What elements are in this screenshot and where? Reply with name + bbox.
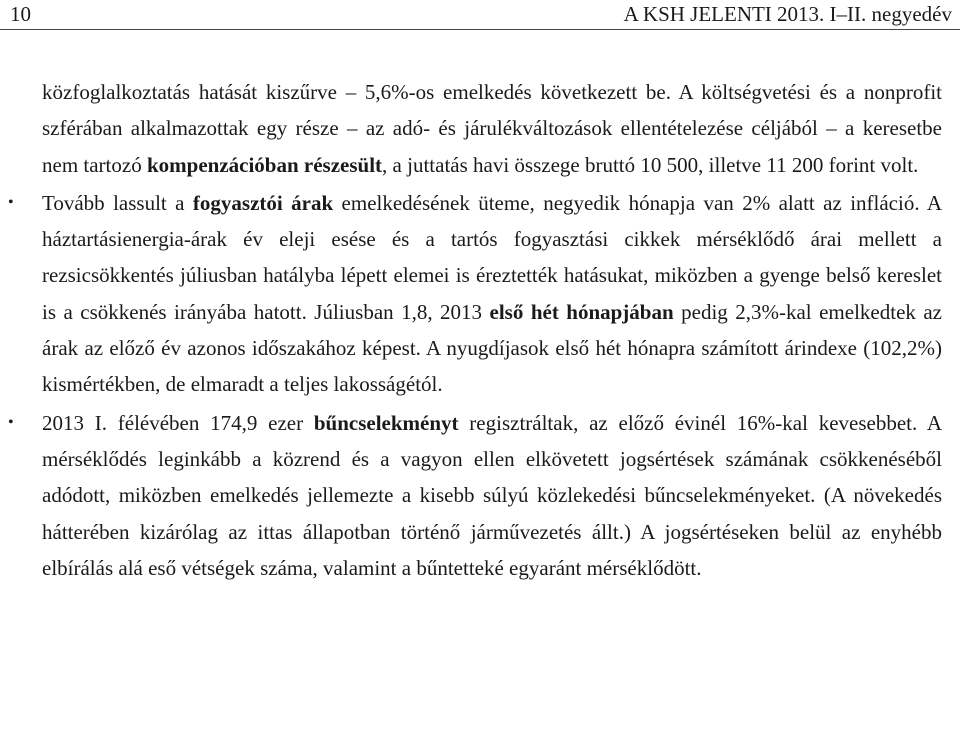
text-segment: emelkedésének üteme, negyedik hónapja van 2% alatt az infláció. A háztartásienergia-árak év eleji esése és a tartós fogyasztási cikkek mérséklődő árai mellett a rezsicsökkentés júliusban hatályba lépett elemei is éreztették hatásukat, miközben a gyenge belső kereslet is a csökkenés irányába hatott. Júliusban 1,8, 2013 xyxy=(42,190,942,324)
bullet-item-consumer-prices xyxy=(8,185,942,403)
bold-term: bűncselekményt xyxy=(313,410,459,435)
bold-term: fogyasztói árak xyxy=(192,190,334,215)
text-segment: , a juttatás havi összege bruttó 10 500, illetve 11 200 forint volt. xyxy=(382,152,919,177)
paragraph-compensation xyxy=(42,74,942,183)
bullet-item-crime xyxy=(8,405,942,586)
bold-term: kompenzációban részesült xyxy=(146,152,383,177)
document-body xyxy=(8,74,942,586)
text-segment: regisztráltak, az előző évinél 16%-kal kevesebbet. A mérséklődés leginkább a közrend és a vagyon ellen elkövetett jogsértések számának csökkenéséből adódott, miközben emelkedés jellemezte a kisebb súlyú közlekedési bűncselekményeket. (A növekedés hátterében kizárólag az ittas állapotban történő járművezetés állt.) A jogsértéseken belül az enyhébb elbírálás alá eső vétségek száma, valamint a bűntetteké egyaránt mérséklődött. xyxy=(42,410,942,580)
page-header xyxy=(0,0,960,30)
running-title: A KSH JELENTI 2013. I–II. negyedév xyxy=(623,2,952,26)
text-segment: pedig 2,3%-kal emelkedtek az árak az előző év azonos időszakához képest. A nyugdíjasok első hét hónapra számított árindexe (102,2%) kismértékben, de elmaradt a teljes lakosságétól. xyxy=(42,299,942,397)
text-segment: Tovább lassult a xyxy=(42,190,193,215)
text-segment: 2013 I. félévében 174,9 ezer xyxy=(42,410,314,435)
bold-term: első hét hónapjában xyxy=(489,299,674,324)
page-number: 10 xyxy=(10,2,31,26)
text-segment: közfoglalkoztatás hatását kiszűrve – 5,6%-os emelkedés következett be. A költségvetési és a nonprofit szférában alkalmazottak egy része – az adó- és járulékváltozások ellentételezése céljából – a keresetbe nem tartozó xyxy=(42,80,942,177)
bullet-icon: • xyxy=(8,193,14,211)
bullet-icon: • xyxy=(8,413,14,431)
